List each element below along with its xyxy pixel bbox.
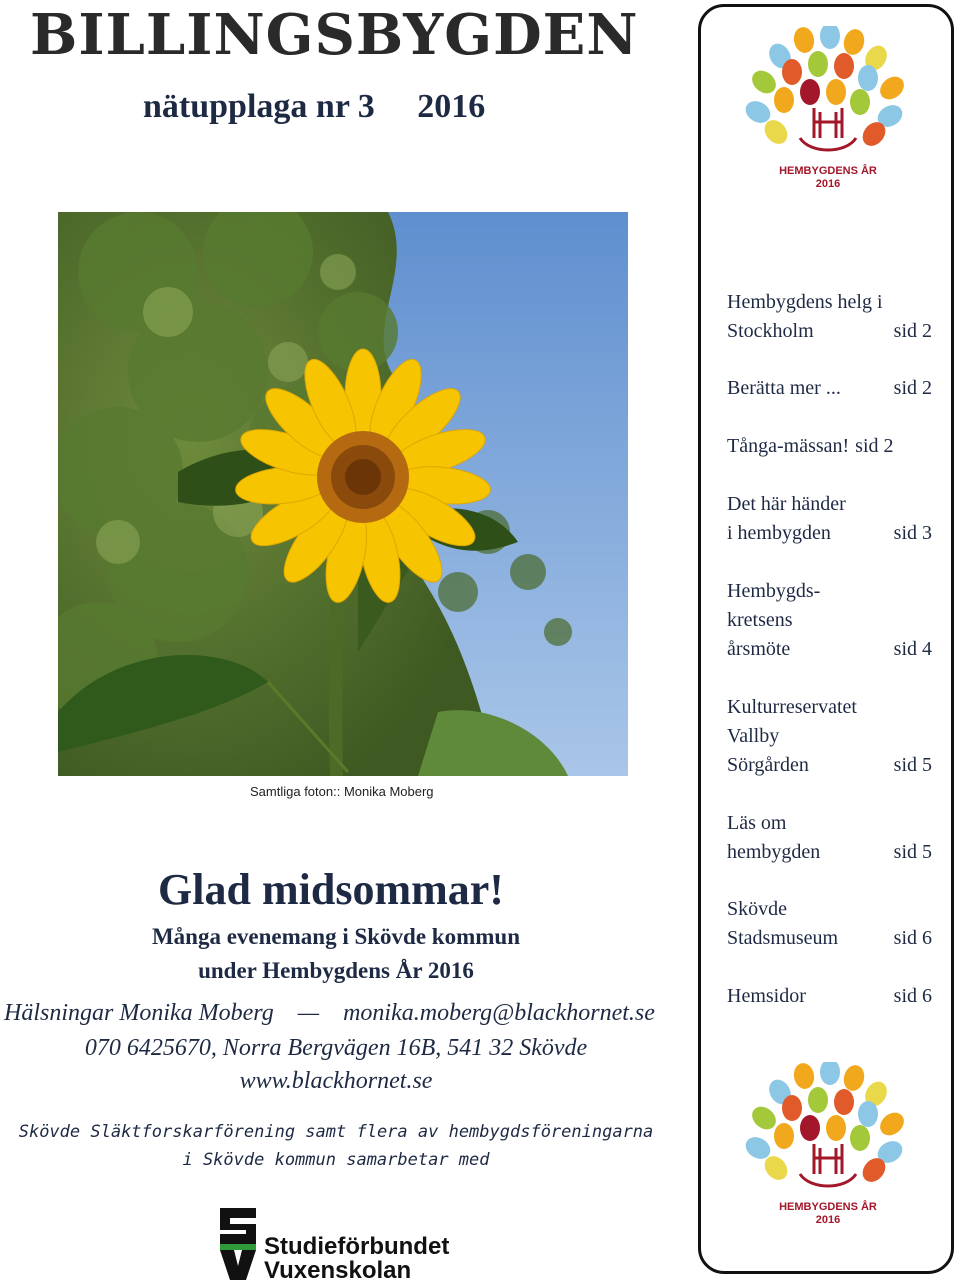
toc-text: Hembygds- [727,580,821,602]
toc-page: sid 2 [893,320,932,342]
hembygd-text-2: 2016 [815,1214,841,1226]
toc-page: sid 5 [893,754,932,776]
toc-text: hembygden [727,841,821,863]
address-line: 070 6425670, Norra Bergvägen 16B, 541 32 Skövde [84,1035,588,1061]
sunflower-photo [58,212,628,776]
toc-item-6[interactable] [727,693,932,780]
toc-item-1[interactable] [727,288,932,346]
toc-text: kretsens [727,609,793,631]
toc-item-3[interactable] [727,432,932,461]
toc-page: sid 4 [893,638,932,660]
hembygd-text-2: 2016 [815,178,841,190]
toc-text: Det här händer [727,493,846,515]
toc-item-7[interactable] [727,809,932,867]
toc-text: Berätta mer ... [727,377,841,399]
website-link[interactable]: www.blackhornet.se [239,1068,433,1094]
toc-page: sid 2 [893,377,932,399]
toc-text: Stadsmuseum [727,927,839,949]
toc-text: Hembygdens helg i [727,291,883,313]
toc-page: sid 3 [893,522,932,544]
hembygdens-ar-logo-bottom [740,1062,916,1232]
toc-text: Hemsidor [727,985,806,1007]
headline: Glad midsommar! [158,865,504,914]
greeting-line: Hälsningar Monika Moberg — monika.moberg@blackhornet.se [4,1000,655,1026]
toc-text: Läs om [727,812,787,834]
toc-page: sid 6 [893,985,932,1007]
toc-item-2[interactable] [727,374,932,403]
lead-line-2: under Hembygdens År 2016 [198,958,474,983]
toc-page: sid 5 [893,841,932,863]
hembygd-text-1: HEMBYGDENS ÅR [779,1201,877,1213]
toc-text: Stockholm [727,320,814,342]
toc-text: Vallby [727,725,780,747]
coop-line-2: i Skövde kommun samarbetar med [182,1150,490,1170]
sv-line-1: Studieförbundet [264,1233,450,1260]
toc-page: sid 2 [855,435,894,457]
toc-text: årsmöte [727,638,791,660]
toc-text: Tånga-mässan! [727,435,850,457]
issue-subtitle: nätupplaga nr 3 2016 [143,88,486,125]
hembygd-text-1: HEMBYGDENS ÅR [779,165,877,177]
lead-line-1: Många evenemang i Skövde kommun [151,924,521,949]
toc-page: sid 6 [893,927,932,949]
toc-item-8[interactable] [727,895,932,953]
toc-text: i hembygden [727,522,831,544]
toc-item-4[interactable] [727,490,932,548]
toc-text: Sörgården [727,754,809,776]
hembygdens-ar-logo-top [740,26,916,196]
toc-item-5[interactable] [727,577,932,664]
toc-text: Kulturreservatet [727,696,857,718]
studieforbundet-vuxenskolan-logo [216,1204,466,1282]
coop-line-1: Skövde Släktforskarförening samt flera av hembygdsföreningarna [18,1122,654,1142]
toc-text: Skövde [727,898,787,920]
sv-line-2: Vuxenskolan [264,1257,412,1282]
photo-caption: Samtliga foton:: Monika Moberg [250,784,434,799]
newsletter-title: BILLINGSBYGDEN [30,2,639,68]
toc-item-9[interactable] [727,982,932,1011]
